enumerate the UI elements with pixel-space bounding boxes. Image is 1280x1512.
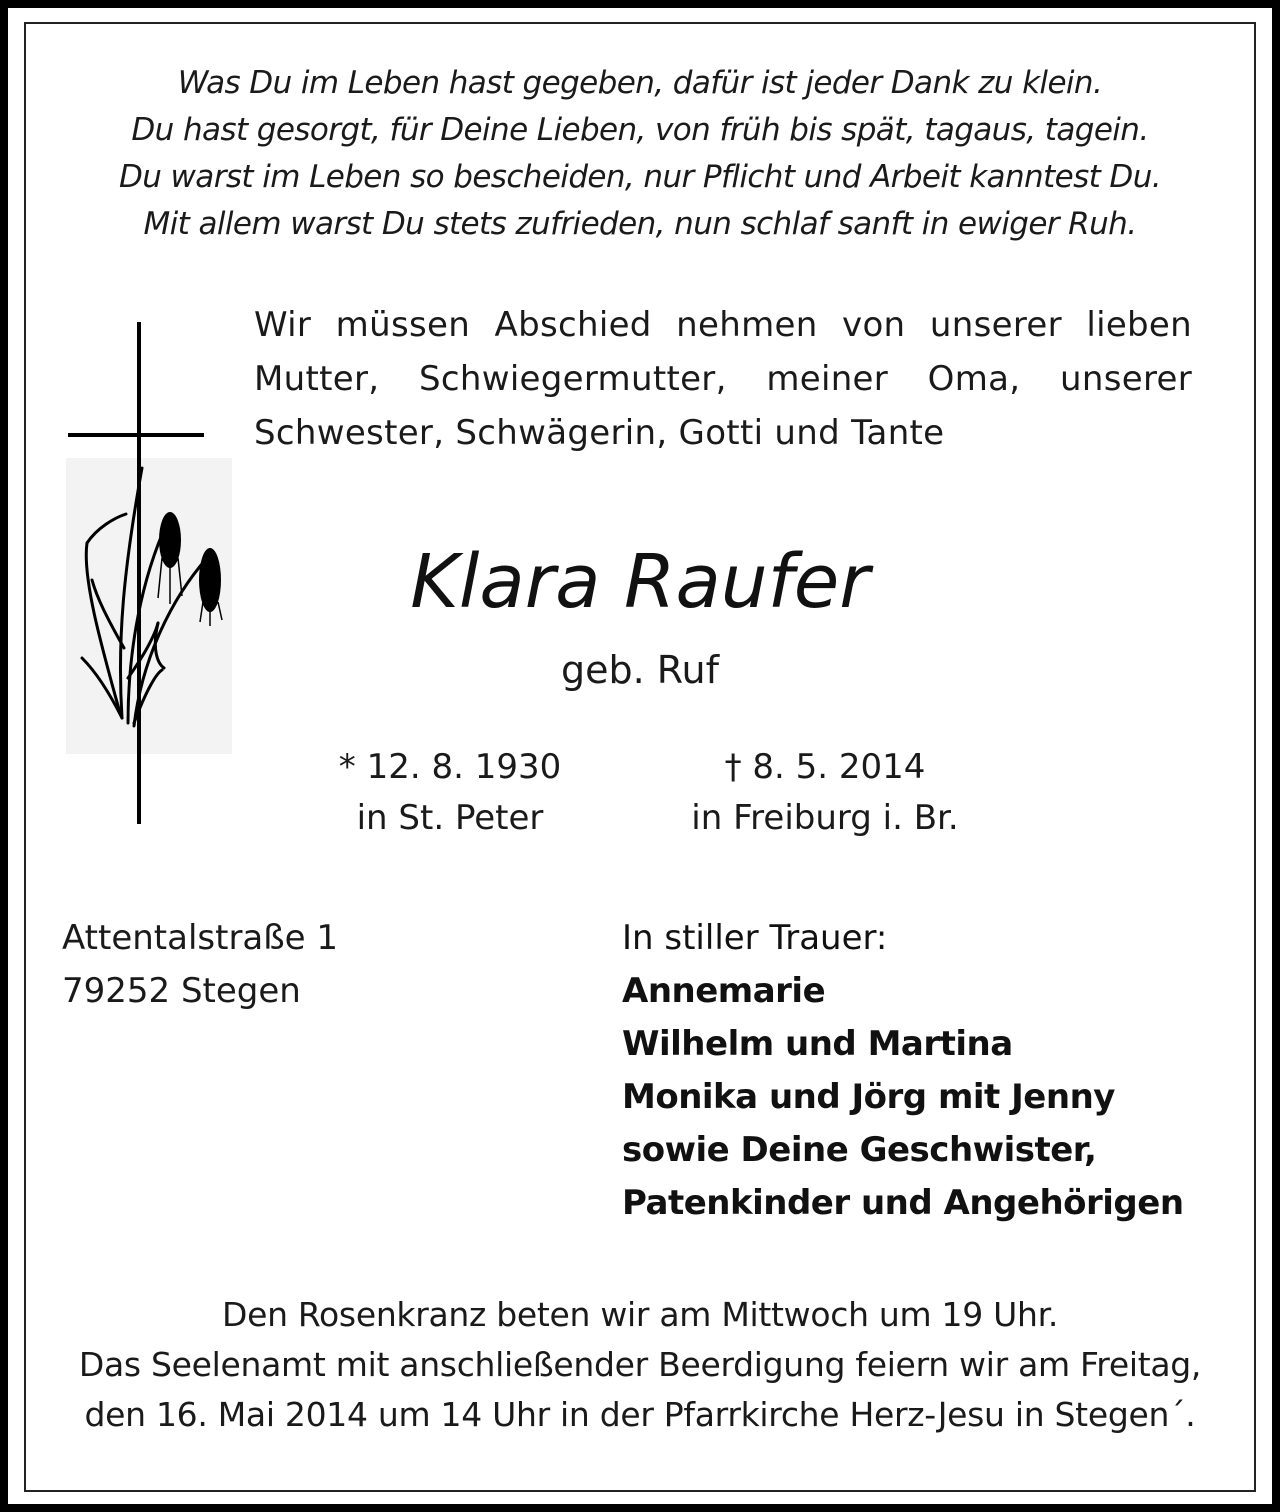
poem-line: Was Du im Leben hast gegeben, dafür ist jeder Dank zu klein. xyxy=(177,65,1103,101)
maiden-name: geb. Ruf xyxy=(561,648,719,692)
death-info xyxy=(650,742,1000,844)
address-street: Attentalstraße 1 xyxy=(62,918,339,958)
mourner-name: Wilhelm und Martina xyxy=(622,1024,1013,1064)
mourner-name: Patenkinder und Angehörigen xyxy=(622,1183,1184,1223)
intro-line: Wir müssen Abschied nehmen von unserer lieben xyxy=(254,305,1192,345)
mourners-block xyxy=(622,912,1184,1230)
poem-line: Du hast gesorgt, für Deine Lieben, von früh bis spät, tagaus, tagein. xyxy=(131,112,1149,148)
memorial-poem xyxy=(0,60,1280,248)
address-block xyxy=(62,912,338,1018)
death-date: † 8. 5. 2014 xyxy=(724,747,926,787)
service-notice xyxy=(0,1290,1280,1440)
intro-line: Schwester, Schwägerin, Gotti und Tante xyxy=(254,413,945,453)
poem-line: Du warst im Leben so bescheiden, nur Pflicht und Arbeit kanntest Du. xyxy=(118,159,1162,195)
service-line: Das Seelenamt mit anschließender Beerdigung feiern wir am Freitag, xyxy=(78,1345,1202,1384)
birth-info xyxy=(300,742,600,844)
birth-place: in St. Peter xyxy=(356,798,544,838)
mourner-name: Monika und Jörg mit Jenny xyxy=(622,1077,1115,1117)
birth-date: * 12. 8. 1930 xyxy=(338,747,562,787)
farewell-intro xyxy=(254,298,1192,460)
mourner-name: Annemarie xyxy=(622,971,826,1011)
mourners-heading: In stiller Trauer: xyxy=(622,918,888,958)
address-city: 79252 Stegen xyxy=(62,971,301,1011)
deceased-name: Klara Raufer xyxy=(410,539,870,625)
service-line: Den Rosenkranz beten wir am Mittwoch um 19 Uhr. xyxy=(221,1295,1059,1334)
poem-line: Mit allem warst Du stets zufrieden, nun schlaf sanft in ewiger Ruh. xyxy=(143,206,1137,242)
mourner-name: sowie Deine Geschwister, xyxy=(622,1130,1097,1170)
death-place: in Freiburg i. Br. xyxy=(691,798,959,838)
intro-line: Mutter, Schwiegermutter, meiner Oma, unserer xyxy=(254,359,1192,399)
service-line: den 16. Mai 2014 um 14 Uhr in der Pfarrkirche Herz-Jesu in Stegen´. xyxy=(84,1395,1196,1434)
